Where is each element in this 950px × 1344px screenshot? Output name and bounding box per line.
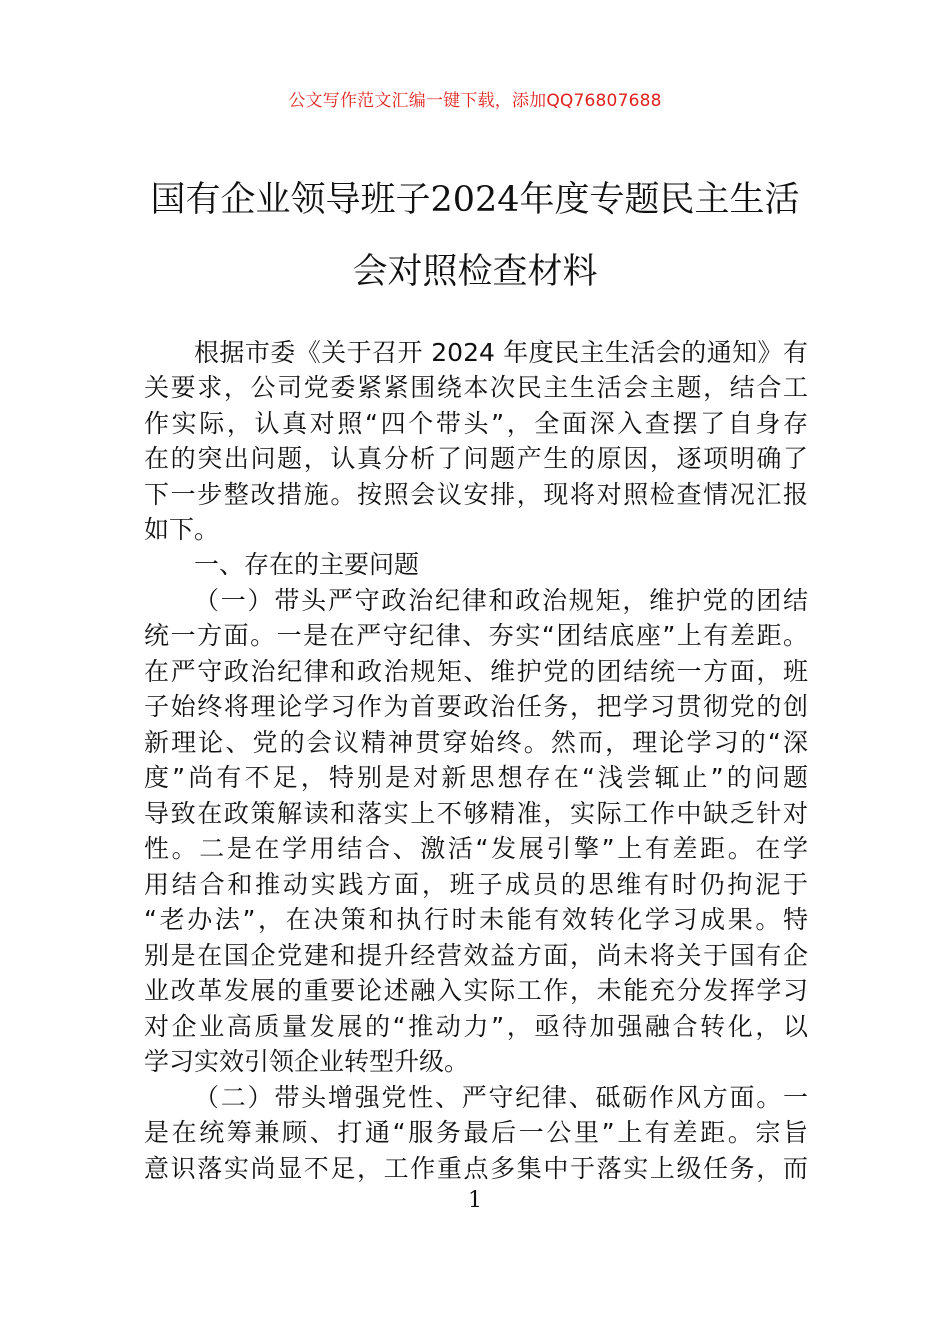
title-part-2: 年度专题民主生活 [519, 180, 800, 220]
body-line: 子始终将理论学习作为首要政治任务，把学习贯彻党的创 [144, 692, 808, 721]
body-line: 用结合和推动实践方面，班子成员的思维有时仍拘泥于 [144, 870, 808, 899]
body-line: 别是在国企党建和提升经营效益方面，尚未将关于国有企 [144, 941, 808, 970]
body-line: 导致在政策解读和落实上不够精准，实际工作中缺乏针对 [144, 799, 808, 828]
body-line: 对企业高质量发展的“推动力”，亟待加强融合转化，以 [144, 1012, 808, 1041]
body-line: 下一步整改措施。按照会议安排，现将对照检查情况汇报 [144, 480, 808, 509]
body-line: 在严守政治纪律和政治规矩、维护党的团结统一方面，班 [144, 657, 808, 686]
body-line: 根据市委《关于召开 2024 年度民主生活会的通知》有 [194, 338, 808, 367]
body-line: 如下。 [144, 515, 220, 544]
body-line: 新理论、党的会议精神贯穿始终。然而，理论学习的“深 [144, 728, 808, 757]
section-heading: 一、存在的主要问题 [194, 550, 420, 579]
document-title-line-2: 会对照检查材料 [352, 252, 598, 292]
body-line: （二）带头增强党性、严守纪律、砥砺作风方面。一 [194, 1083, 808, 1112]
body-line: 作实际，认真对照“四个带头”，全面深入查摆了自身存 [144, 409, 808, 438]
body-line: 关要求，公司党委紧紧围绕本次民主生活会主题，结合工 [144, 373, 808, 402]
page-number: 1 [468, 1188, 482, 1213]
document-title-line-1 [145, 172, 805, 222]
body-line: 意识落实尚显不足，工作重点多集中于落实上级任务，而 [144, 1154, 808, 1183]
body-line: 统一方面。一是在严守纪律、夯实“团结底座”上有差距。 [144, 621, 808, 650]
title-year: 2024 [430, 180, 520, 220]
body-line: 性。二是在学用结合、激活“发展引擎”上有差距。在学 [144, 834, 808, 863]
watermark-text: 公文写作范文汇编一键下载，添加QQ76807688 [288, 91, 662, 111]
title-part-1: 国有企业领导班子 [150, 180, 431, 220]
body-line: 是在统筹兼顾、打通“服务最后一公里”上有差距。宗旨 [144, 1118, 808, 1147]
body-line: 学习实效引领企业转型升级。 [144, 1047, 470, 1076]
body-line: （一）带头严守政治纪律和政治规矩，维护党的团结 [194, 586, 808, 615]
body-line: 业改革发展的重要论述融入实际工作，未能充分发挥学习 [144, 976, 808, 1005]
body-line: 在的突出问题，认真分析了问题产生的原因，逐项明确了 [144, 444, 808, 473]
body-line: 度”尚有不足，特别是对新思想存在“浅尝辄止”的问题 [144, 763, 808, 792]
body-line: “老办法”，在决策和执行时未能有效转化学习成果。特 [144, 905, 808, 934]
